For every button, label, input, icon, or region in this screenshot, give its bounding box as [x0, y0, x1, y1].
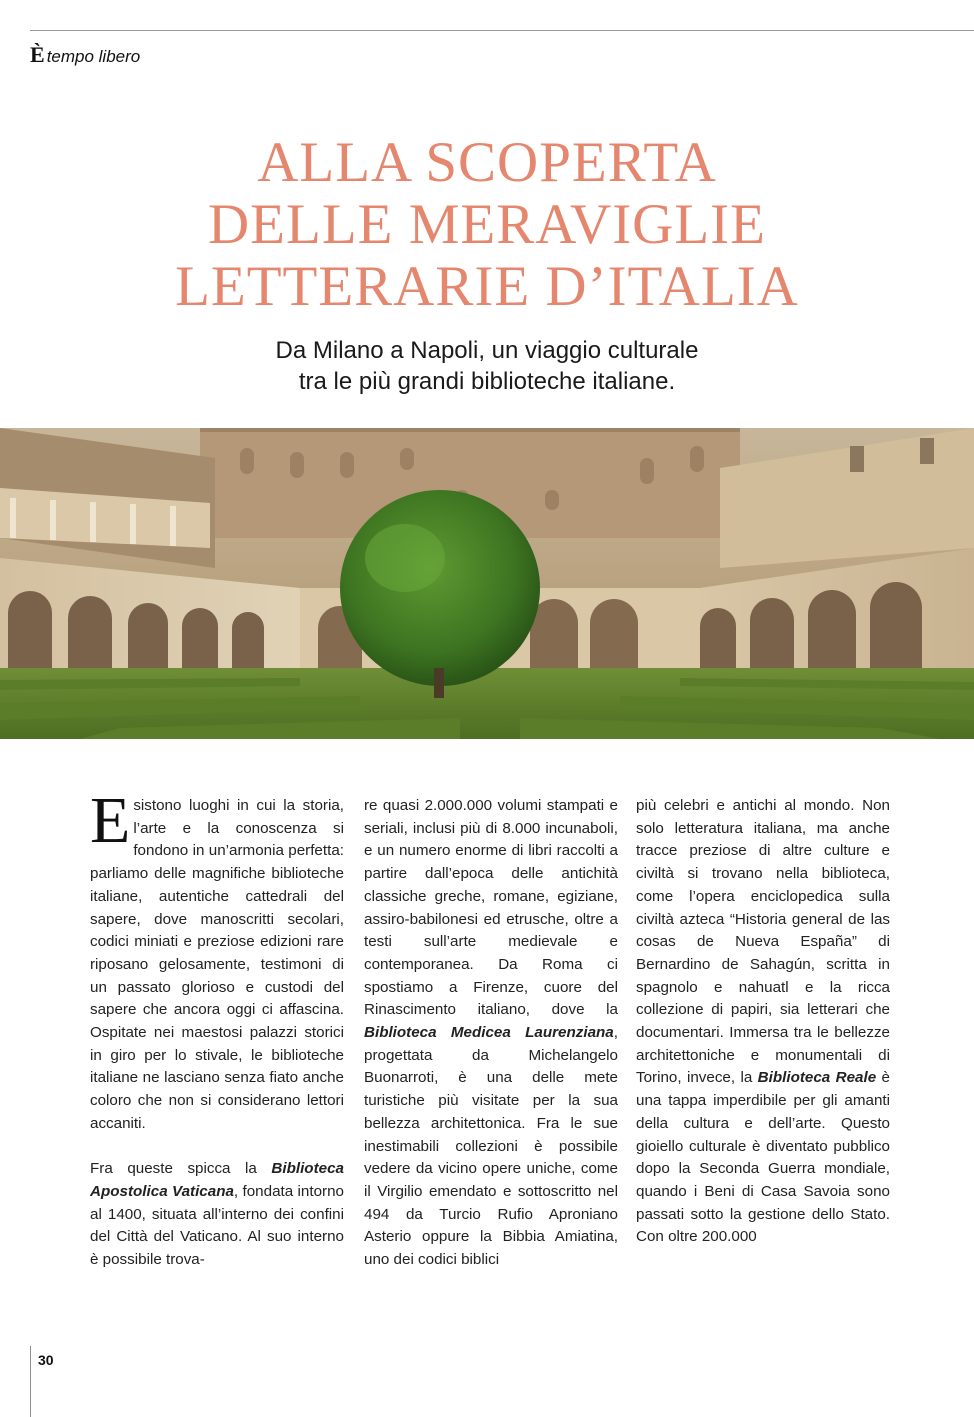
footer-rule — [30, 1346, 31, 1417]
article-headline — [0, 132, 974, 318]
article-paragraph — [364, 795, 618, 1272]
paragraph-text: è una tappa imperdibile per gli amanti della cultura e dell’arte. Questo gioiello culturale è diventato pubblico dopo la Seconda Guerra mondiale, quando i Beni di Casa Savoia sono passati sotto la gestione dello Stato. Con oltre 200.000 — [636, 1069, 891, 1246]
article-subtitle — [0, 335, 974, 397]
paragraph-text: re quasi 2.000.000 volumi stampati e seriali, inclusi più di 8.000 incunaboli, e un numero enorme di libri raccolti a partire dall’epoca delle antichità classiche greche, romane, egiziane, assiro-babilonesi ed etrusche, oltre a testi sull’arte medievale e contemporanea. Da Roma ci spostiamo a Firenze, cuore del Rinascimento italiano, dove la — [364, 797, 618, 1019]
headline-line-1: ALLA SCOPERTA — [257, 131, 717, 194]
article-paragraph — [90, 1158, 344, 1272]
page-number: 30 — [38, 1352, 54, 1368]
section-name: tempo libero — [46, 47, 141, 66]
header-rule — [30, 30, 974, 31]
paragraph-text: più celebri e antichi al mondo. Non solo letteratura italiana, ma anche tracce preziose di altre culture e civiltà si trovano nella biblioteca, come l’opera enciclopedica sulla civiltà azteca “Historia general de las cosas de Nueva España” di Bernardino de Sahagún, scritta in spagnolo e nahuatl e la ricca collezione di papiri, sia letterari che documentari. Immersa tra le bellezze architettoniche e monumentali di Torino, invece, la — [636, 797, 890, 1087]
subtitle-line-1: Da Milano a Napoli, un viaggio culturale — [275, 337, 699, 364]
subtitle-line-2: tra le più grandi biblioteche italiane. — [298, 368, 676, 395]
library-name-laurenziana: Biblioteca Medicea Laurenziana — [364, 1024, 614, 1042]
section-letter: È — [30, 42, 45, 67]
article-paragraph — [636, 795, 890, 1249]
article-paragraph — [90, 784, 344, 1136]
paragraph-text: , progettata da Michelangelo Buonarroti, è una delle mete turistiche più visitate per la sua bellezza architettonica. Fra le sue inestimabili collezioni è possibile vedere da vicino opere uniche, come il Virgilio emendato e sottoscritto nel 494 da Turcio Rufio Aproniano Asterio oppure la Bibbia Amiatina, uno dei codici biblici — [364, 1024, 618, 1269]
paragraph-text: sistono luoghi in cui la storia, l’arte e la conoscenza si fondono in un’armonia perfetta: parliamo delle magnifiche biblioteche italiane, autentiche cattedrali del sapere, dove manoscritti secolari, codici miniati e preziose edizioni rare riposano gelosamente, testimoni di un passato glorioso e custodi del sapere che ancora oggi ci affascina. Ospitate nei maestosi palazzi storici in giro per lo stivale, le biblioteche italiane ne lasciano senza fiato anche coloro che non si considerano lettori accaniti. — [90, 797, 344, 1132]
article-column-3 — [636, 795, 890, 1249]
paragraph-text: , fondata intorno al 1400, situata all’interno dei confini del Città del Vaticano. Al suo interno è possibile trova- — [90, 1182, 344, 1269]
paragraph-text: Fra queste spicca la — [90, 1160, 272, 1178]
cloister-photo — [0, 428, 974, 739]
section-label — [30, 42, 140, 68]
article-column-2 — [364, 795, 618, 1272]
drop-cap: E — [90, 784, 131, 857]
headline-line-2: DELLE MERAVIGLIE — [208, 193, 766, 256]
article-column-1 — [90, 784, 344, 1272]
library-name-vaticana: Biblioteca Apostolica Vaticana — [90, 1160, 344, 1200]
headline-line-3: LETTERARIE D’ITALIA — [175, 255, 799, 318]
library-name-reale: Biblioteca Reale — [757, 1069, 877, 1087]
